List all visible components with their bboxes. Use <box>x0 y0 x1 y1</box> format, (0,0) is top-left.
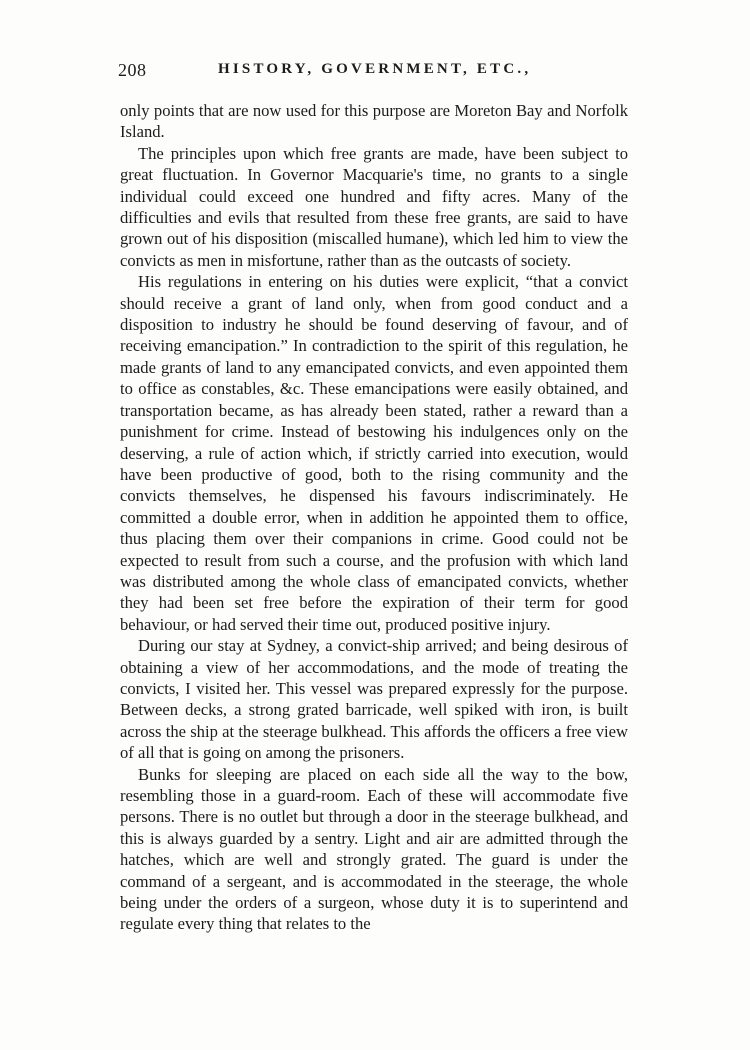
paragraph-regulations: His regulations in entering on his duties were explicit, “that a convict should receive a grant of land only, when from good conduct and a disposition to industry he should be found deserving of favour, and of receiving emancipation.” In contradiction to the spirit of this regulation, he made grants of land to any emancipated convicts, and even appointed them to office as constables, &c. These emancipations were easily obtained, and transportation became, as has already been stated, rather a reward than a punishment for crime. Instead of bestowing his indulgences only on the deserving, a rule of action which, if strictly carried into execution, would have been productive of good, both to the rising community and the convicts themselves, he dispensed his favours indiscriminately. He committed a double error, when in addition he appointed them to office, thus placing them over their companions in crime. Good could not be expected to result from such a course, and the profusion with which land was distributed among the whole class of emancipated convicts, whether they had been set free before the expiration of their term for good behaviour, or had served their time out, produced positive injury. <box>120 272 628 634</box>
running-head <box>118 60 628 86</box>
paragraph-continued: only points that are now used for this purpose are Moreton Bay and Norfolk Island. <box>120 101 628 142</box>
paragraph-free-grants: The principles upon which free grants are made, have been subject to great fluctuation. In Governor Macquarie's time, no grants to a single individual could exceed one hundred and fifty acres. Many of the difficulties and evils that resulted from these free grants, are said to have grown out of his disposition (miscalled humane), which led him to view the convicts as men in misfortune, rather than as the outcasts of society. <box>120 143 628 270</box>
paragraph-convict-ship: During our stay at Sydney, a convict-ship arrived; and being desirous of obtaining a view of her accommodations, and the mode of treating the convicts, I visited her. This vessel was prepared expressly for the purpose. Between decks, a strong grated barricade, well spiked with iron, is built across the ship at the steerage bulkhead. This affords the officers a free view of all that is going on among the prisoners. <box>120 636 628 763</box>
running-title: HISTORY, GOVERNMENT, ETC., <box>218 61 532 77</box>
page-number: 208 <box>118 60 147 80</box>
body-text <box>120 100 628 935</box>
paragraph-bunks: Bunks for sleeping are placed on each side all the way to the bow, resembling those in a guard-room. Each of these will accommodate five persons. There is no outlet but through a door in the steerage bulkhead, and this is always guarded by a sentry. Light and air are admitted through the hatches, which are well and strongly grated. The guard is under the command of a sergeant, and is accommodated in the steerage, the whole being under the orders of a surgeon, whose duty it is to superintend and regulate every thing that relates to the <box>120 764 628 934</box>
